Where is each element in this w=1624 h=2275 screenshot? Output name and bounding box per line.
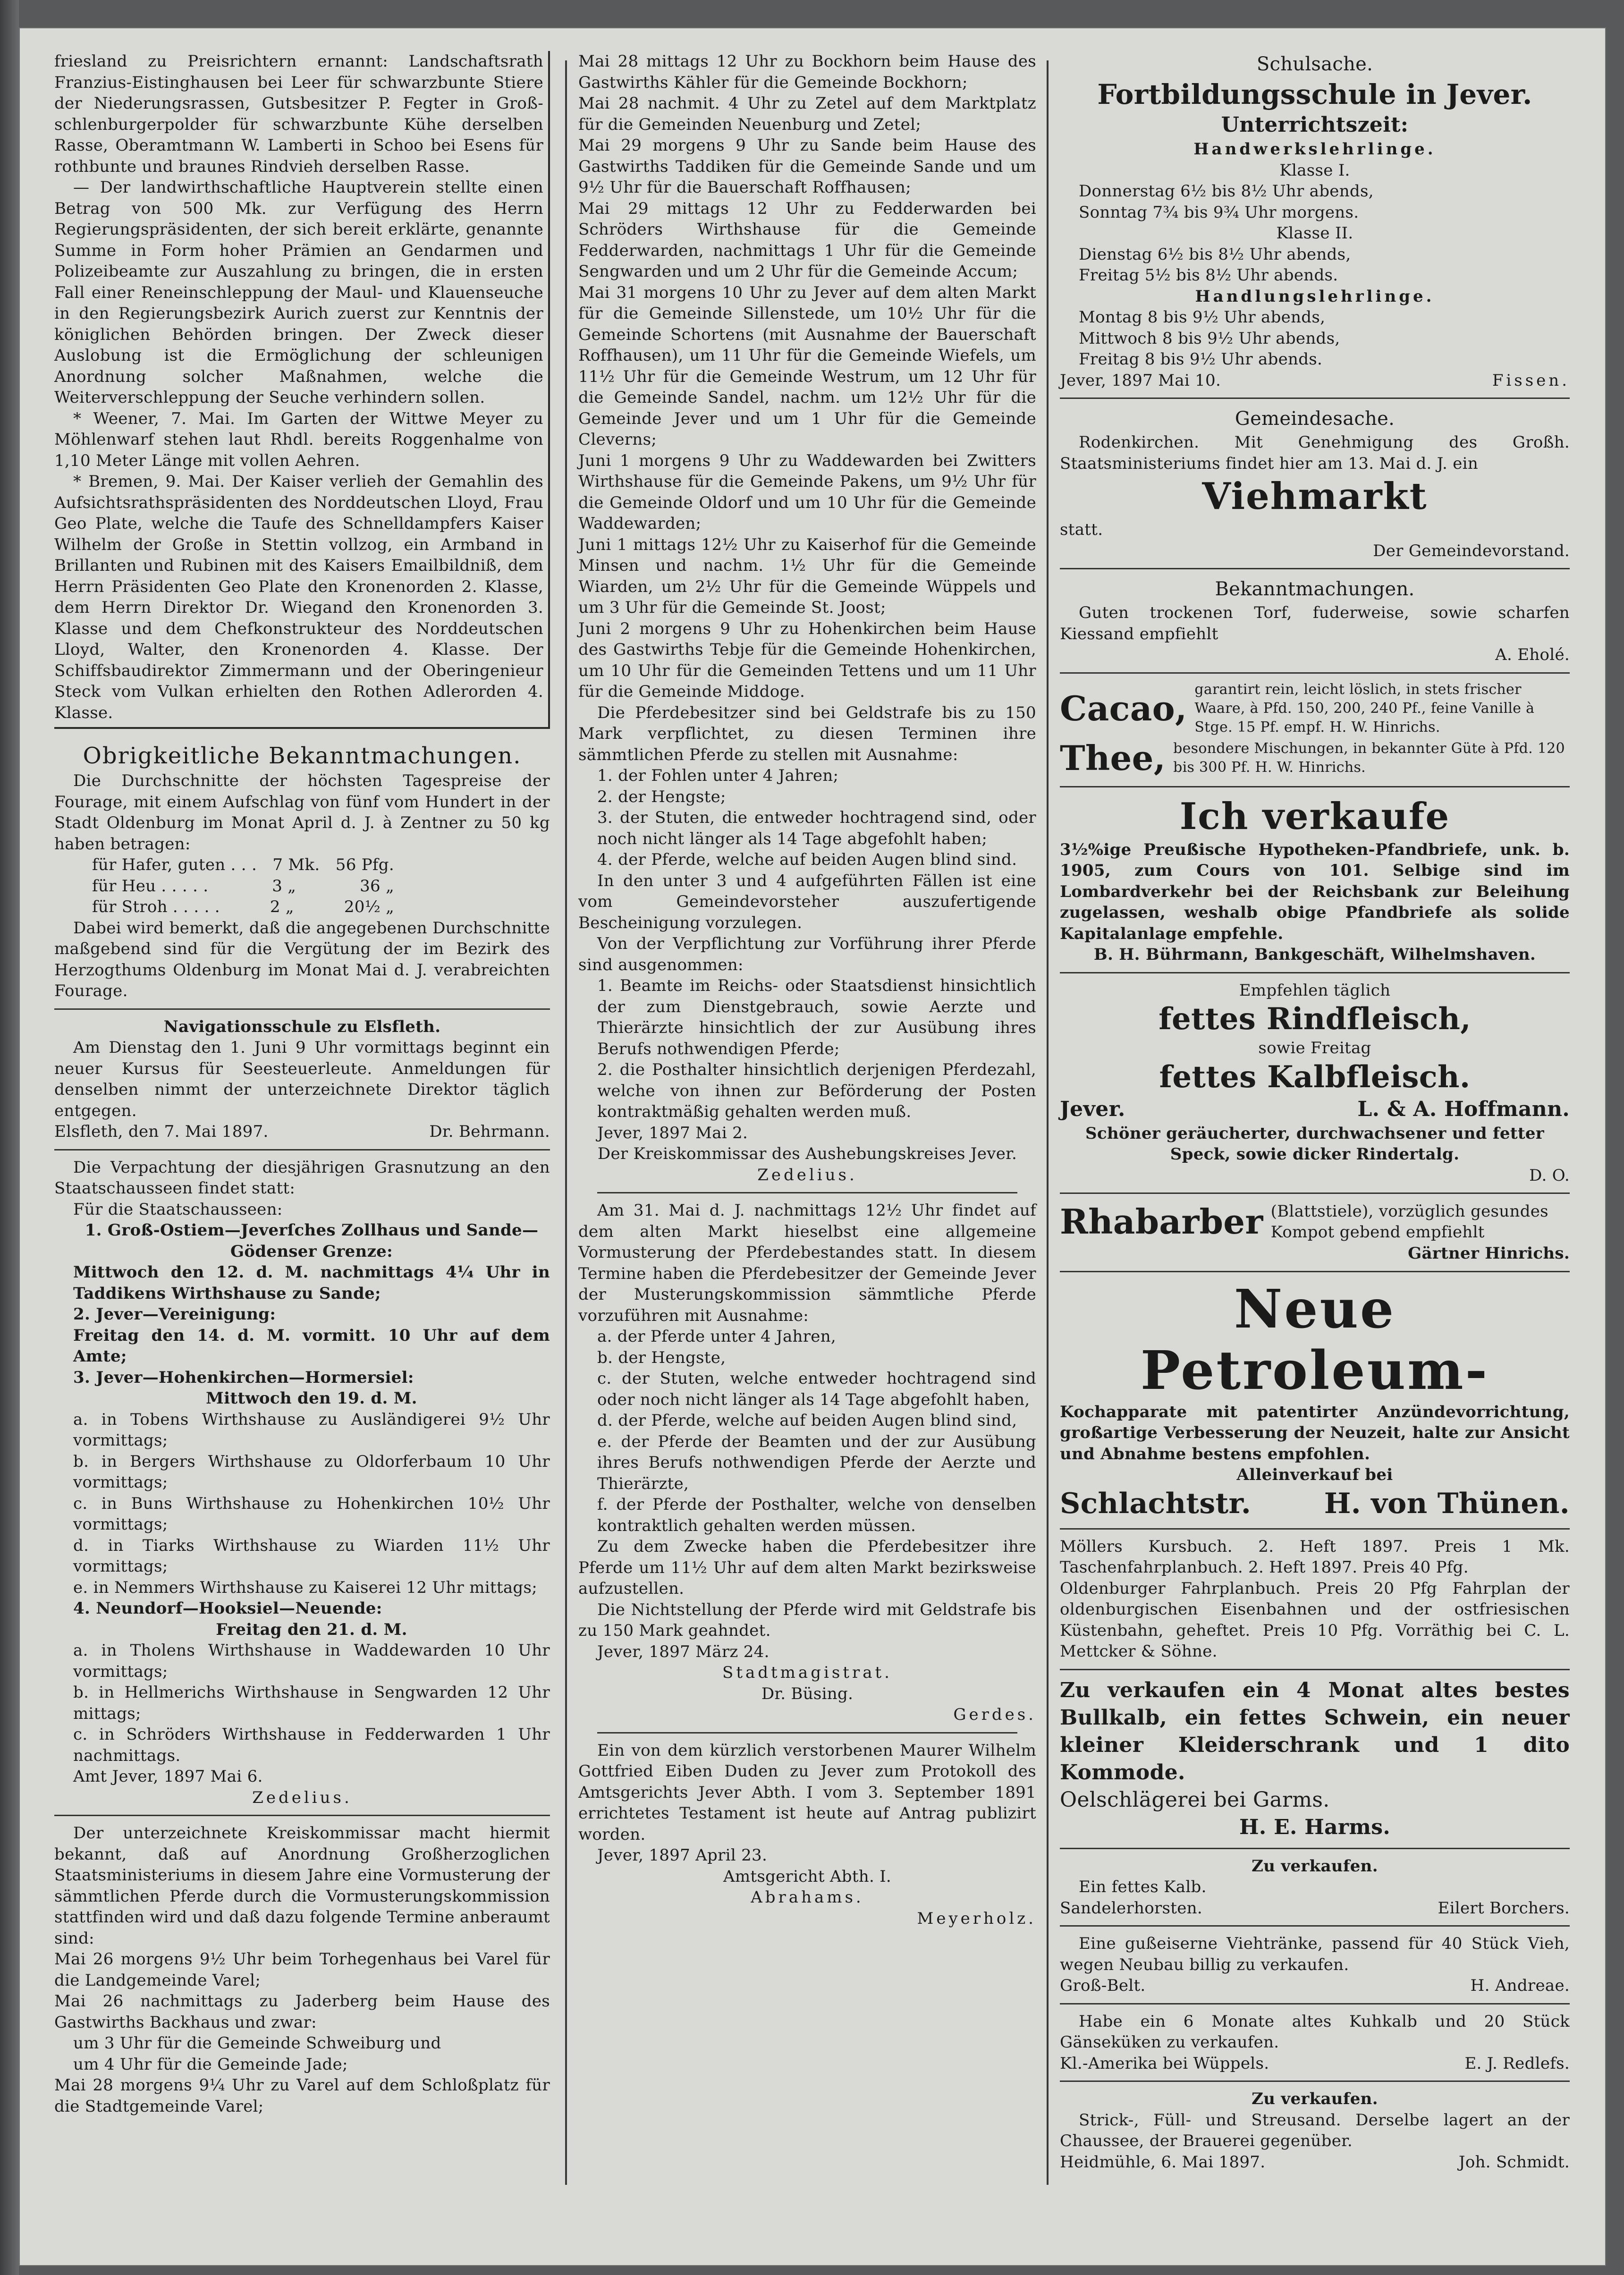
fourage-pf: 20½ „ — [344, 897, 394, 916]
kalb-place: Kl.-Amerika bei Wüppels. — [1060, 2054, 1269, 2073]
time-line: Sonntag 7¾ bis 9¾ Uhr morgens. — [1079, 203, 1359, 222]
pflicht-note: In den unter 3 und 4 aufgeführten Fällen ist eine vom Gemeindevorsteher auszufertigende Bescheinigung vorzulegen. — [578, 871, 1036, 932]
gras-sub-item: c. in Buns Wirthshause zu Hohenkirchen 10½ Uhr vormittags; — [73, 1494, 550, 1534]
news-paragraph: * Bremen, 9. Mai. Der Kaiser verlieh der Gemahlin des Aufsichtsrathspräsidenten des Norddeutschen Lloyd, Frau Geo Plate, welche die Taufe des Schnelldampfers Kaiser Wilhelm der Große in Stettin vollzog, ein Armband in Brillanten und Rubinen mit des Kaisers Emailbildniß, dem Herrn Präsidenten Geo Plate den Kronenorden 2. Klasse, dem Herrn Direktor Dr. Wiegand den Kronenorden 3. Klasse und dem Chefkonstrukteur des Norddeutschen Lloyd, Walter, den Kronenorden 4. Klasse. Der Schiffsbaudirektor Zimmermann und der Oberingenieur Steck vom Vulkan erhielten den Rothen Adlerorden 4. Klasse. — [54, 472, 543, 722]
navi-place: Elsfleth, den 7. Mai 1897. — [54, 1122, 269, 1141]
column-3 — [1060, 51, 1570, 2173]
divider — [54, 1815, 550, 1816]
column-rule — [565, 60, 567, 2185]
kalb-signature: E. J. Redlefs. — [1464, 2054, 1570, 2073]
termin-item: Mai 28 mittags 12 Uhr zu Bockhorn beim Hause des Gastwirths Kähler für die Gemeinde Bockhorn; — [578, 52, 1036, 92]
gras-item-when: Freitag den 21. d. M. — [216, 1620, 407, 1639]
divider — [1060, 2003, 1570, 2004]
rhab-ad — [1060, 1201, 1570, 1243]
gras-signature: Zedelius. — [252, 1788, 352, 1807]
gras-sub-item: a. in Tholens Wirthshause in Waddewarden 10 Uhr vormittags; — [73, 1641, 550, 1681]
signature: Abrahams. — [751, 1888, 864, 1907]
signature: Meyerholz. — [917, 1909, 1036, 1928]
schul-title: Fortbildungsschule in Jever. — [1097, 78, 1532, 110]
zv2-text: Strick-, Füll- und Streusand. Derselbe lagert an der Chaussee, der Brauerei gegenüber. — [1060, 2110, 1570, 2150]
thee-ad — [1060, 737, 1570, 779]
divider — [1060, 568, 1570, 569]
pflicht-item: 3. der Stuten, die entweder hochtragend sind, oder noch nicht länger als 14 Tage abgefohlt haben; — [597, 808, 1036, 848]
signature: Stadtmagistrat. — [722, 1663, 892, 1682]
zv2-place: Heidmühle, 6. Mai 1897. — [1060, 2152, 1266, 2172]
gras-sub-item: b. in Bergers Wirthshause zu Oldorferbaum 10 Uhr vormittags; — [73, 1452, 550, 1492]
divider — [1060, 1669, 1570, 1670]
kreis-item: Mai 26 nachmittags zu Jaderberg beim Hause des Gastwirths Backhaus und zwar: — [54, 1992, 550, 2032]
gras-item — [54, 1304, 550, 1367]
markt-item: c. der Stuten, welche entweder hochtragend sind oder noch nicht länger als 14 Tage abgefohlt haben, — [597, 1369, 1036, 1409]
gem-head: Gemeindesache. — [1235, 408, 1395, 430]
termin-item: Mai 29 mittags 12 Uhr zu Fedderwarden bei Schröders Wirthshause für die Gemeinde Fedderwarden, nachmittags 1 Uhr für die Gemeinde Sengwarden und um 2 Uhr für die Gemeinde Accum; — [578, 199, 1036, 281]
gras-item-when: Mittwoch den 12. d. M. nachmittags 4¼ Uhr in Taddikens Wirthshause zu Sande; — [73, 1263, 550, 1303]
bull-text: Zu verkaufen ein 4 Monat altes bestes Bullkalb, ein fettes Schwein, ein neuer kleiner Kleiderschrank und 1 dito Kommode. — [1060, 1678, 1570, 1784]
markt-note: Zu dem Zwecke haben die Pferdebesitzer ihre Pferde um 11½ Uhr auf dem alten Markt bezirksweise aufzustellen. — [578, 1537, 1036, 1598]
fleisch-big: fettes Kalbfleisch. — [1159, 1059, 1471, 1095]
navi-text: Am Dienstag den 1. Juni 9 Uhr vormittags beginnt ein neuer Kursus für Seesteuerleute. Anmeldungen für denselben nimmt der unterzeichnete Direktor täglich entgegen. — [54, 1038, 550, 1120]
column-2 — [578, 51, 1036, 1929]
zv1-head: Zu verkaufen. — [1252, 1856, 1378, 1876]
zv2-head: Zu verkaufen. — [1252, 2089, 1378, 2108]
befreit-text: Von der Verpflichtung zur Vorführung ihrer Pferde sind ausgenommen: — [578, 934, 1036, 974]
divider — [1060, 2080, 1570, 2082]
fleisch-text: Schöner geräucherter, durchwachsener und fetter Speck, sowie dicker Rindertalg. — [1085, 1124, 1545, 1164]
bull-signature: H. E. Harms. — [1239, 1815, 1390, 1839]
schul-signature: Fissen. — [1492, 371, 1570, 390]
navi-title: Navigationsschule zu Elsfleth. — [163, 1017, 441, 1036]
gem-big: Viehmarkt — [1202, 475, 1428, 518]
fourage-mk: 2 „ — [270, 897, 294, 916]
news-paragraph: friesland zu Preisrichtern ernannt: Landschaftsrath Franzius-Eistinghausen bei Leer für schwarzbunte Stiere der Niederungsrassen, Gutsbesitzer P. Fegter in Groß-schlenburgerpolder für schwarzbunte Kühe derselben Rasse, Oberamtmann W. Lamberti in Schoo bei Esens für rothbunte und braunes Rindvieh derselben Rasse. — [54, 52, 543, 176]
navi-footer — [54, 1121, 550, 1142]
markt-note: Die Nichtstellung der Pferde wird mit Geldstrafe bis zu 150 Mark geahndet. — [578, 1600, 1036, 1640]
gras-item — [54, 1367, 550, 1598]
kurs-text: Möllers Kursbuch. 2. Heft 1897. Preis 1 Mk. Taschenfahrplanbuch. 2. Heft 1897. Preis 40 Pfg. — [1060, 1537, 1570, 1577]
trank-place: Groß-Belt. — [1060, 1976, 1146, 1995]
gras-item-head: 2. Jever—Vereinigung: — [73, 1305, 276, 1324]
fourage-pf: 36 „ — [360, 876, 394, 896]
termin-item: Juni 1 morgens 9 Uhr zu Waddewarden bei Zwitters Wirthshause für die Gemeinde Pakens, um 9½ Uhr für die Gemeinde Oldorf und um 10 Uhr für die Gemeinde Waddewarden; — [578, 451, 1036, 533]
befreit-list — [578, 975, 1036, 1123]
gras-item-head: 3. Jever—Hohenkirchen—Hormersiel: — [73, 1368, 414, 1387]
fourage-intro: Die Durchschnitte der höchsten Tagespreise der Fourage, mit einem Aufschlag von fünf vom Hundert in der Stadt Oldenburg im Monat April d. J. à Zentner zu 50 kg haben betragen: — [54, 771, 550, 854]
gras-sub: Für die Staatschausseen: — [73, 1200, 283, 1219]
petrol-big: Neue Petroleum- — [1140, 1278, 1489, 1402]
column-rule — [1047, 60, 1049, 2185]
fleisch-line: Empfehlen täglich — [1239, 981, 1391, 1000]
rhab-text: (Blattstiele), vorzüglich gesundes Kompot gebend empfiehlt — [1270, 1201, 1548, 1242]
gem-statt: statt. — [1060, 520, 1103, 539]
time-line: Donnerstag 6½ bis 8½ Uhr abends, — [1079, 182, 1374, 201]
divider — [1060, 1192, 1570, 1194]
divider — [54, 1149, 550, 1150]
kreis-intro: Der unterzeichnete Kreiskommissar macht hiermit bekannt, daß auf Anordnung Großherzoglichen Staatsministeriums in diesem Jahre eine Vormusterung der sämmtlichen Pferde durch die Vormusterungskommission stattfinden wird und daß dazu folgende Termine anberaumt sind: — [54, 1824, 550, 1948]
zv1-text: Ein fettes Kalb. — [1079, 1878, 1207, 1896]
befreit-item: 2. die Posthalter hinsichtlich derjenigen Pferdezahl, welche von ihnen zur Beförderung der Posten kontraktmäßig gehalten werden muß. — [597, 1060, 1036, 1121]
termin-item: Mai 28 nachmit. 4 Uhr zu Zetel auf dem Marktplatz für die Gemeinden Neuenburg und Zetel; — [578, 94, 1036, 134]
zv2-footer — [1060, 2152, 1570, 2173]
news-paragraph: * Weener, 7. Mai. Im Garten der Wittwe Meyer zu Möhlenwarf stehen laut Rhdl. bereits Roggenhalme von 1,10 Meter Länge mit vollen Aehren. — [54, 409, 543, 470]
column-1 — [54, 51, 550, 2117]
fahr-text: Oldenburger Fahrplanbuch. Preis 20 Pfg Fahrplan der oldenburgischen Eisenbahnen und der ostfriesischen Küstenbahn, geheftet. Preis 10 Pfg. Vorräthig bei C. L. Mettcker & Söhne. — [1060, 1579, 1570, 1661]
thee-big: Thee, — [1060, 737, 1166, 778]
pflicht-list — [578, 765, 1036, 871]
verk-signature: B. H. Bührmann, Bankgeschäft, Wilhelmshaven. — [1093, 945, 1536, 964]
fleisch-signature: L. & A. Hoffmann. — [1357, 1097, 1570, 1121]
gem-text: Rodenkirchen. Mit Genehmigung des Großh. Staatsministeriums findet hier am 13. Mai d. J. ein — [1060, 433, 1570, 473]
gras-intro: Die Verpachtung der diesjährigen Grasnutzung an den Staatschausseen findet statt: — [54, 1158, 550, 1198]
divider — [597, 1192, 1017, 1193]
zv1-footer — [1060, 1898, 1570, 1919]
fleisch-big: fettes Rindfleisch, — [1159, 1001, 1471, 1037]
unterricht-label: Unterrichtszeit: — [1221, 113, 1409, 137]
petrol-footer — [1060, 1486, 1570, 1522]
divider — [54, 1008, 550, 1010]
schul-head: Schulsache. — [1256, 53, 1373, 75]
gras-sub-item: a. in Tobens Wirthshause zu Ausländigerei 9½ Uhr vormittags; — [73, 1410, 550, 1450]
fourage-row — [92, 854, 550, 876]
petrol-addr: Schlachtstr. — [1060, 1487, 1252, 1520]
gras-item — [54, 1598, 550, 1766]
petrol-name: H. von Thünen. — [1324, 1487, 1570, 1520]
gras-sub-item: d. in Tiarks Wirthshause zu Wiarden 11½ Uhr vormittags; — [73, 1536, 550, 1576]
divider — [1060, 1848, 1570, 1849]
place-date: Jever, 1897 April 23. — [597, 1846, 768, 1865]
schul-place: Jever, 1897 Mai 10. — [1060, 371, 1221, 390]
testament-text: Ein von dem kürzlich verstorbenen Maurer Wilhelm Gottfried Eiben Duden zu Jever zum Protokoll des Amtsgerichts Jever Abth. I vom 3. September 1891 errichtetes Testament ist heute auf Antrag publizirt worden. — [578, 1741, 1036, 1844]
news-box — [54, 51, 550, 729]
divider — [1060, 397, 1570, 399]
fourage-row — [92, 896, 550, 918]
termin-item: Juni 1 mittags 12½ Uhr zu Kaiserhof für die Gemeinde Minsen und nachm. 1½ Uhr für die Gemeinde Wiarden, um 2½ Uhr für die Gemeinde Wüppels und um 3 Uhr für die Gemeinde St. Joost; — [578, 535, 1036, 617]
handl-label: Handlungslehrlinge. — [1195, 287, 1435, 306]
termin-item: Mai 29 morgens 9 Uhr zu Sande beim Hause des Gastwirths Taddiken für die Gemeinde Sande und um 9½ Uhr für die Bauerschaft Roffhausen; — [578, 136, 1036, 197]
kreis-item: Mai 26 morgens 9½ Uhr beim Torhegenhaus bei Varel für die Landgemeinde Varel; — [54, 1950, 550, 1990]
place-date: Jever, 1897 März 24. — [597, 1642, 770, 1661]
fourage-item: für Hafer, guten . . . — [92, 855, 257, 874]
kreis-item: Mai 28 morgens 9¼ Uhr zu Varel auf dem Schloßplatz für die Stadtgemeinde Varel; — [54, 2076, 550, 2116]
kalb-text: Habe ein 6 Monate altes Kuhkalb und 20 Stück Gänseküken zu verkaufen. — [1060, 2012, 1570, 2052]
divider — [1060, 1528, 1570, 1530]
gras-sub-item: c. in Schröders Wirthshause in Fedderwarden 1 Uhr nachmittags. — [73, 1725, 550, 1765]
rhab-signature: Gärtner Hinrichs. — [1408, 1244, 1570, 1263]
trank-footer — [1060, 1975, 1570, 1996]
signature: Zedelius. — [757, 1165, 857, 1184]
trank-text: Eine gußeiserne Viehtränke, passend für 40 Stück Vieh, wegen Neubau billig zu verkaufen. — [1060, 1934, 1570, 1974]
gras-item-when: Freitag den 14. d. M. vormitt. 10 Uhr auf dem Amte; — [73, 1326, 550, 1366]
schul-footer — [1060, 370, 1570, 391]
time-line: Freitag 5½ bis 8½ Uhr abends. — [1079, 266, 1338, 285]
cacao-text: garantirt rein, leicht löslich, in stets frischer Waare, à Pfd. 150, 200, 240 Pf., feine Vanille à Stge. 15 Pf. empf. H. W. Hinrichs. — [1194, 681, 1535, 736]
time-line: Dienstag 6½ bis 8½ Uhr abends, — [1079, 245, 1351, 264]
markt-intro: Am 31. Mai d. J. nachmittags 12½ Uhr findet auf dem alten Markt hieselbst eine allgemeine Vormusterung der Pferdebestandes statt. In diesem Termine haben die Pferdebesitzer der Gemeinde Jever der Musterungskommission sämmtliche Pferde vorzuführen mit Ausnahme: — [578, 1201, 1036, 1325]
klasse-label: Klasse II. — [1276, 224, 1353, 243]
place-date: Jever, 1897 Mai 2. — [597, 1123, 748, 1142]
klasse-label: Klasse I. — [1279, 161, 1350, 180]
markt-item: e. der Pferde der Beamten und der zur Ausübung ihres Berufs nothwendigen Pferde der Aerzte und Thierärzte, — [597, 1432, 1036, 1493]
verk-big: Ich verkaufe — [1179, 795, 1450, 838]
divider — [597, 1732, 1017, 1734]
pflicht-item: 2. der Hengste; — [597, 787, 726, 806]
cacao-ad — [1060, 680, 1570, 737]
time-line: Mittwoch 8 bis 9½ Uhr abends, — [1079, 329, 1340, 348]
torf-signature: A. Eholé. — [1495, 645, 1570, 664]
kreis-item: um 3 Uhr für die Gemeinde Schweiburg und — [73, 2034, 441, 2053]
gras-sub-item: e. in Nemmers Wirthshause zu Kaiserei 12 Uhr mittags; — [73, 1578, 537, 1597]
time-line: Montag 8 bis 9½ Uhr abends, — [1079, 308, 1326, 327]
signature: Der Kreiskommissar des Aushebungskreises Jever. — [597, 1144, 1017, 1163]
torf-text: Guten trockenen Torf, fuderweise, sowie scharfen Kiessand empfiehlt — [1060, 603, 1570, 643]
markt-item: d. der Pferde, welche auf beiden Augen blind sind, — [597, 1411, 1017, 1430]
gras-sub-item: b. in Hellmerichs Wirthshause in Sengwarden 12 Uhr mittags; — [73, 1683, 550, 1723]
signature: Amtsgericht Abth. I. — [723, 1867, 892, 1886]
markt-item: f. der Pferde der Posthalter, welche von denselben kontraktlich gehalten werden müssen. — [597, 1495, 1036, 1535]
scan-edge — [0, 0, 19, 2275]
zv1-place: Sandelerhorsten. — [1060, 1898, 1202, 1918]
newspaper-page — [19, 27, 1606, 2266]
time-line: Freitag 8 bis 9½ Uhr abends. — [1079, 350, 1323, 369]
petrol-allein: Alleinverkauf bei — [1236, 1465, 1393, 1484]
signature: Dr. Büsing. — [761, 1684, 854, 1703]
fleisch-footer — [1060, 1096, 1570, 1123]
hand-label: Handwerkslehrlinge. — [1193, 140, 1436, 159]
navi-signature: Dr. Behrmann. — [429, 1122, 550, 1141]
fourage-item: für Stroh . . . . . — [92, 897, 220, 916]
divider — [1060, 1271, 1570, 1272]
termin-item: Mai 31 morgens 10 Uhr zu Jever auf dem alten Markt für die Gemeinde Sillenstede, um 10½ Uhr für die Gemeinde Schortens (mit Ausnahme der Bauerschaft Roffhausen), um 11 Uhr für die Gemeinde Wiefels, um 11½ Uhr für die Gemeinde Westrum, um 12 Uhr für die Gemeinde Sandel, nachm. um 12½ Uhr für die Gemeinde Jever und um 1 Uhr für die Gemeinde Cleverns; — [578, 283, 1036, 449]
markt-list — [578, 1326, 1036, 1536]
fourage-note: Dabei wird bemerkt, daß die angegebenen Durchschnitte maßgebend sind für die Vergütung der im Bezirk des Herzogthums Oldenburg im Monat Mai d. J. verabreichten Fourage. — [54, 918, 550, 1000]
termin-item: Juni 2 morgens 9 Uhr zu Hohenkirchen beim Hause des Gastwirths Tebje für die Gemeinde Hohenkirchen, um 10 Uhr für die Gemeinden Tettens und um 11 Uhr für die Gemeinde Middoge. — [578, 619, 1036, 701]
befreit-item: 1. Beamte im Reichs- oder Staatsdienst hinsichtlich der zum Dienstgebrauch, sowie Aerzte und Thierärzte hinsichtlich der zur Ausübung ihres Berufs nothwendigen Pferde; — [597, 976, 1036, 1058]
bek-head: Bekanntmachungen. — [1215, 578, 1415, 600]
kreis-item: um 4 Uhr für die Gemeinde Jade; — [73, 2055, 348, 2074]
zv2-signature: Joh. Schmidt. — [1458, 2152, 1570, 2172]
signature: Gerdes. — [953, 1705, 1036, 1724]
fourage-mk: 3 „ — [272, 876, 296, 896]
fourage-table — [54, 854, 550, 918]
fleisch-line: sowie Freitag — [1258, 1039, 1371, 1057]
gem-signature: Der Gemeindevorstand. — [1373, 541, 1570, 560]
fourage-item: für Heu . . . . . — [92, 876, 209, 896]
gras-item-head: 1. Groß-Ostiem—Jeverſches Zollhaus und Sande—Gödenser Grenze: — [85, 1221, 539, 1261]
markt-item: a. der Pferde unter 4 Jahren, — [597, 1327, 837, 1346]
verk-text: 3½%ige Preußische Hypotheken-Pfandbriefe, unk. b. 1905, zum Cours von 101. Selbige sind im Lombardverkehr bei der Reichsbank zur Beleihung zugelassen, weshalb obige Pfandbriefe als solide Kapitalanlage empfehle. — [1060, 840, 1570, 943]
pflicht-text: Die Pferdebesitzer sind bei Geldstrafe bis zu 150 Mark verpflichtet, zu diesen Terminen ihre sämmtlichen Pferde zu stellen mit Ausnahme: — [578, 703, 1036, 764]
gras-item — [54, 1220, 550, 1304]
cacao-big: Cacao, — [1060, 688, 1187, 728]
bull-place: Oelschlägerei bei Garms. — [1060, 1787, 1330, 1812]
divider — [1060, 786, 1570, 787]
pflicht-item: 1. der Fohlen unter 4 Jahren; — [597, 766, 839, 785]
markt-item: b. der Hengste, — [597, 1348, 726, 1367]
kalb-footer — [1060, 2053, 1570, 2074]
fourage-mk: 7 Mk. — [272, 855, 320, 874]
zv1-signature: Eilert Borchers. — [1438, 1898, 1570, 1918]
gras-place: Amt Jever, 1897 Mai 6. — [73, 1767, 263, 1786]
divider — [1060, 672, 1570, 674]
fleisch-do: D. O. — [1529, 1166, 1570, 1185]
gras-item-head: 4. Neundorf—Hooksiel—Neuende: — [73, 1599, 382, 1618]
section-title: Obrigkeitliche Bekanntmachungen. — [83, 743, 522, 769]
gras-item-when: Mittwoch den 19. d. M. — [206, 1389, 417, 1408]
fleisch-place: Jever. — [1060, 1097, 1125, 1121]
rhab-big: Rhabarber — [1060, 1201, 1263, 1242]
pflicht-item: 4. der Pferde, welche auf beiden Augen blind sind. — [597, 850, 1017, 869]
thee-text: besondere Mischungen, in bekannter Güte à Pfd. 120 bis 300 Pf. H. W. Hinrichs. — [1173, 740, 1565, 776]
news-paragraph: — Der landwirthschaftliche Hauptverein stellte einen Betrag von 500 Mk. zur Verfügung des Herrn Regierungspräsidenten, der sich bereit erklärte, genannte Summe in Form hoher Prämien an Gendarmen und Polizeibeamte zur Auszahlung zu bringen, die in ersten Fall einer Reneinschleppung der Maul- und Klauenseuche in den Regierungsbezirk Aurich zuerst zur Kenntnis der königlichen Behörden bringen. Der Zweck dieser Auslobung ist die Ermöglichung der schleunigen Anordnung solcher Maßnahmen, welche die Weiterverschleppung der Seuche verhindern sollen. — [54, 178, 543, 407]
fourage-row — [92, 876, 550, 897]
fourage-pf: 56 Pfg. — [335, 855, 394, 874]
divider — [1060, 972, 1570, 973]
trank-signature: H. Andreae. — [1470, 1976, 1570, 1995]
divider — [1060, 1925, 1570, 1927]
petrol-text: Kochapparate mit patentirter Anzündevorrichtung, großartige Verbesserung der Neuzeit, halte zur Ansicht und Abnahme bestens empfohlen. — [1060, 1402, 1570, 1463]
